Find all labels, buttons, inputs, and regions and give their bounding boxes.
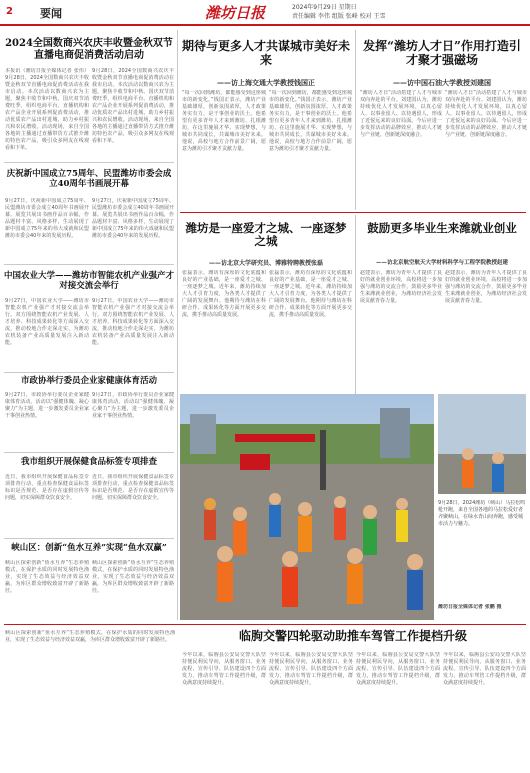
headline-a5: 中国农业大学——潍坊市智能农机产业强产才对接交流会举行 [4,271,175,291]
marathon-photo-illustration [180,394,434,620]
section-divider [4,372,174,373]
headline-a1: 2024全国数商兴农庆丰收暨金秋双节直播电商促消费活动启动 [5,38,173,61]
issue-weekday: 星期日 [338,4,357,11]
headline-a8: 市政协举行委员企业家健康体育活动 [20,376,157,386]
article-a2-body: “每一次回到潍坊，都能感受到这座城市的新变化。”钱国正表示，潍坊产业基础雄厚，创新氛围浓厚，人才政策务实有力，是干事创业的沃土。他希望有更多青年人才来到潍坊、扎根潍坊，在这里施展才华、实现梦想，与城市共同成长，共谋城市美好未来。他说，高校与地方合作前景广阔，愿意为潍坊引才聚才贡献力量。 [182,90,266,152]
bottom-divider [4,624,526,625]
article-a10-body-cont: 峡山区探索创新“鱼水互养”生态养殖模式，在保护水质的同时发展特色渔业，实现了生态效益与经济效益双赢，为库区群众增收致富开辟了新路径。 [92,560,174,594]
article-a4-body: 9月27日，庆祝新中国成立75周年、民盟潍坊市委会成立40周年书画展开幕。展览共展出书画作品百余幅，作品题材丰富、风格多样，生动展现了新中国成立75年来的伟大成就和民盟潍坊市委会40年来的发展历程。 [5,198,89,239]
page-number: 2 [6,6,13,17]
article-a9-body-cont: 近日，我市组织开展保健食品标签专项排查行动，重点检查保健食品标签标识是否规范、是否存在虚假宣传等问题，切实保障群众饮食安全。 [92,474,174,501]
article-a4-body-cont: 9月27日，庆祝新中国成立75周年、民盟潍坊市委会成立40周年书画展开幕。展览共展出书画作品百余幅，作品题材丰富、风格多样，生动展现了新中国成立75年来的伟大成就和民盟潍坊市委会40年来的发展历程。 [92,198,174,239]
issue-date: 2024年9月29日 [292,4,337,11]
article-a5-body-cont: 9月27日，中国农业大学——潍坊市智能农机产业强产才对接交流会举行。双方围绕智能农机产业发展、人才培养、科技成果转化等方面深入交流，推动校地合作走深走实，为潍坊农机装备产业高质量发展注入新动能。 [92,298,174,346]
inset-illustration [438,394,526,494]
headline-a3: 发挥“潍坊人才日”作用打造引才聚才强磁场 [363,39,521,67]
article-a8-body: 9月27日，市政协举行委员企业家健康体育活动。活动以“强健体魄、凝心聚力”为主题，进一步激发委员企业家干事创业热情。 [5,392,89,419]
article-a11-body-cont3: 今年以来，临朐县公安局交警大队坚持便民利民导向，从服务窗口、业务流程、宣传引导、队伍建设四个方面发力，推动车驾管工作提档升级，群众满意度持续提升。 [443,652,526,686]
masthead [0,0,530,26]
article-a1-body: 本报讯（潍坊日报全媒体记者 张伟）9月28日，2024全国数商兴农庆丰收暨金秋双节直播电商促消费活动在我市启动。本次活动以数商兴农为主题，聚焦丰收节和中秋、国庆双节消费旺季，组织电商平台、直播机构和农产品企业开展系列促消费活动，推动优质农产品出村进城，助力乡村振兴和农民增收。活动现场，来自全国各地的主播通过直播带货方式推介潍坊特色农产品，吸引众多网友在线观看和下单。 [5,68,89,151]
subhead-a3: ——访中国石油大学教授刘建国 [393,79,491,87]
column-rule [355,30,356,210]
article-a9-body: 近日，我市组织开展保健食品标签专项排查行动，重点检查保健食品标签标识是否规范、是否存在虚假宣传等问题，切实保障群众饮食安全。 [5,474,89,501]
issue-editors: 责任编辑 李伟 组版 张峰 校对 王雪 [292,13,386,20]
section-divider [4,538,174,539]
headline-a10: 峡山区：创新“鱼水互养”实现“鱼水双赢” [11,543,167,553]
article-a2-body-cont: “每一次回到潍坊，都能感受到这座城市的新变化。”钱国正表示，潍坊产业基础雄厚，创新氛围浓厚，人才政策务实有力，是干事创业的沃土。他希望有更多青年人才来到潍坊、扎根潍坊，在这里施展才华、实现梦想，与城市共同成长，共谋城市美好未来。他说，高校与地方合作前景广阔，愿意为潍坊引才聚才贡献力量。 [269,90,352,152]
headline-a9: 我市组织开展保健食品标签专项排查 [20,457,157,467]
byline: 本报讯（潍坊日报全媒体记者 张伟） [5,68,89,74]
section-name: 要闻 [40,7,62,20]
column-rule [177,30,178,620]
article-a11-body-cont2: 今年以来，临朐县公安局交警大队坚持便民利民导向，从服务窗口、业务流程、宣传引导、队伍建设四个方面发力，推动车驾管工作提档升级，群众满意度持续提升。 [356,652,440,686]
photo-caption: 9月28日，2024潍坊（峡山）马拉松鸣枪开跑，来自全国各地的马拉松爱好者齐聚峡山，在绿水青山间奔跑，感受城市活力与魅力。 [438,500,526,527]
article-a11-body: 今年以来，临朐县公安局交警大队坚持便民利民导向，从服务窗口、业务流程、宣传引导、队伍建设四个方面发力，推动车驾管工作提档升级，群众满意度持续提升。 [182,652,266,686]
subhead-a2: ——访上海交通大学教授钱国正 [217,79,315,87]
marathon-photo [180,394,434,620]
section-divider [4,452,174,453]
section-divider [4,162,174,163]
article-a10-body-tail: 峡山区探索创新“鱼水互养”生态养殖模式，在保护水质的同时发展特色渔业，实现了生态效益与经济效益双赢，为库区群众增收致富开辟了新路径。 [5,630,175,643]
headline-a6: 潍坊是一座爱才之城、一座逐梦之城 [185,221,347,249]
article-a3-body: “潍坊人才日”活动搭建了人才与城市双向奔赴的平台。刘建国认为，潍坊持续优化人才发展环境，以真心留人、以事业留人、以待遇留人，形成了近悦远来的良好局面。今后应进一步发挥活动的品牌效应，推动人才链与产业链、创新链深度融合。 [360,90,442,138]
article-a5-body: 9月27日，中国农业大学——潍坊市智能农机产业强产才对接交流会举行。双方围绕智能农机产业发展、人才培养、科技成果转化等方面深入交流，推动校地合作走深走实，为潍坊农机装备产业高质量发展注入新动能。 [5,298,89,346]
issue-info [292,3,386,21]
section-divider [4,264,174,265]
article-a7-body-cont: 赵建表示，潍坊为青年人才提供了良好的就业创业环境，高校将进一步加强与潍坊的交流合作，鼓励更多毕业生来潍就业创业，为潍坊经济社会发展贡献青春力量。 [445,270,527,304]
headline-a11: 临朐交警四轮驱动助推车驾管工作提档升级 [238,629,467,643]
article-a1-body-cont: 9月28日，2024全国数商兴农庆丰收暨金秋双节直播电商促消费活动在我市启动。本次活动以数商兴农为主题，聚焦丰收节和中秋、国庆双节消费旺季，组织电商平台、直播机构和农产品企业开展系列促消费活动，推动优质农产品出村进城，助力乡村振兴和农民增收。活动现场，来自全国各地的主播通过直播带货方式推介潍坊特色农产品，吸引众多网友在线观看和下单。 [92,68,174,144]
article-a8-body-cont: 9月27日，市政协举行委员企业家健康体育活动。活动以“强健体魄、凝心聚力”为主题，进一步激发委员企业家干事创业热情。 [92,392,174,419]
article-a10-body: 峡山区探索创新“鱼水互养”生态养殖模式，在保护水质的同时发展特色渔业，实现了生态效益与经济效益双赢，为库区群众增收致富开辟了新路径。 [5,560,89,594]
article-a3-body-cont: “潍坊人才日”活动搭建了人才与城市双向奔赴的平台。刘建国认为，潍坊持续优化人才发展环境，以真心留人、以事业留人、以待遇留人，形成了近悦远来的良好局面。今后应进一步发挥活动的品牌效应，推动人才链与产业链、创新链深度融合。 [445,90,527,138]
newspaper-logo: 潍坊日报 [205,4,266,22]
subhead-a6: ——访北京大学研究员、博雅特聘教授张磊 [208,260,323,267]
article-a11-body-cont: 今年以来，临朐县公安局交警大队坚持便民利民导向，从服务窗口、业务流程、宣传引导、队伍建设四个方面发力，推动车驾管工作提档升级，群众满意度持续提升。 [269,652,353,686]
headline-a2: 期待与更多人才共谋城市美好未来 [181,39,350,67]
article-a6-body-cont: 张磊表示，潍坊有深厚的文化底蕴和良好的产业基础，是一座爱才之城、一座逐梦之城。近年来，潍坊持续加大人才引育力度，为各类人才提供了广阔的发展舞台。他期待与潍坊在科研合作、成果转化等方面开展更多交流，携手推动高质量发展。 [269,270,352,318]
photo-credit: 潍坊日报全媒体记者 张鹏 摄 [438,604,502,610]
headline-a7: 鼓励更多毕业生来潍就业创业 [367,221,517,235]
subhead-a7: ——访北京航空航天大学材料科学与工程学院教授赵建 [375,260,508,266]
article-a6-body: 张磊表示，潍坊有深厚的文化底蕴和良好的产业基础，是一座爱才之城、一座逐梦之城。近年来，潍坊持续加大人才引育力度，为各类人才提供了广阔的发展舞台。他期待与潍坊在科研合作、成果转化等方面开展更多交流，携手推动高质量发展。 [182,270,266,318]
feature-divider [180,212,526,213]
marathon-photo-inset [438,394,526,494]
article-a7-body: 赵建表示，潍坊为青年人才提供了良好的就业创业环境，高校将进一步加强与潍坊的交流合作，鼓励更多毕业生来潍就业创业，为潍坊经济社会发展贡献青春力量。 [360,270,442,304]
headline-a4: 庆祝新中国成立75周年、民盟潍坊市委会成立40周年书画展开幕 [6,169,172,189]
